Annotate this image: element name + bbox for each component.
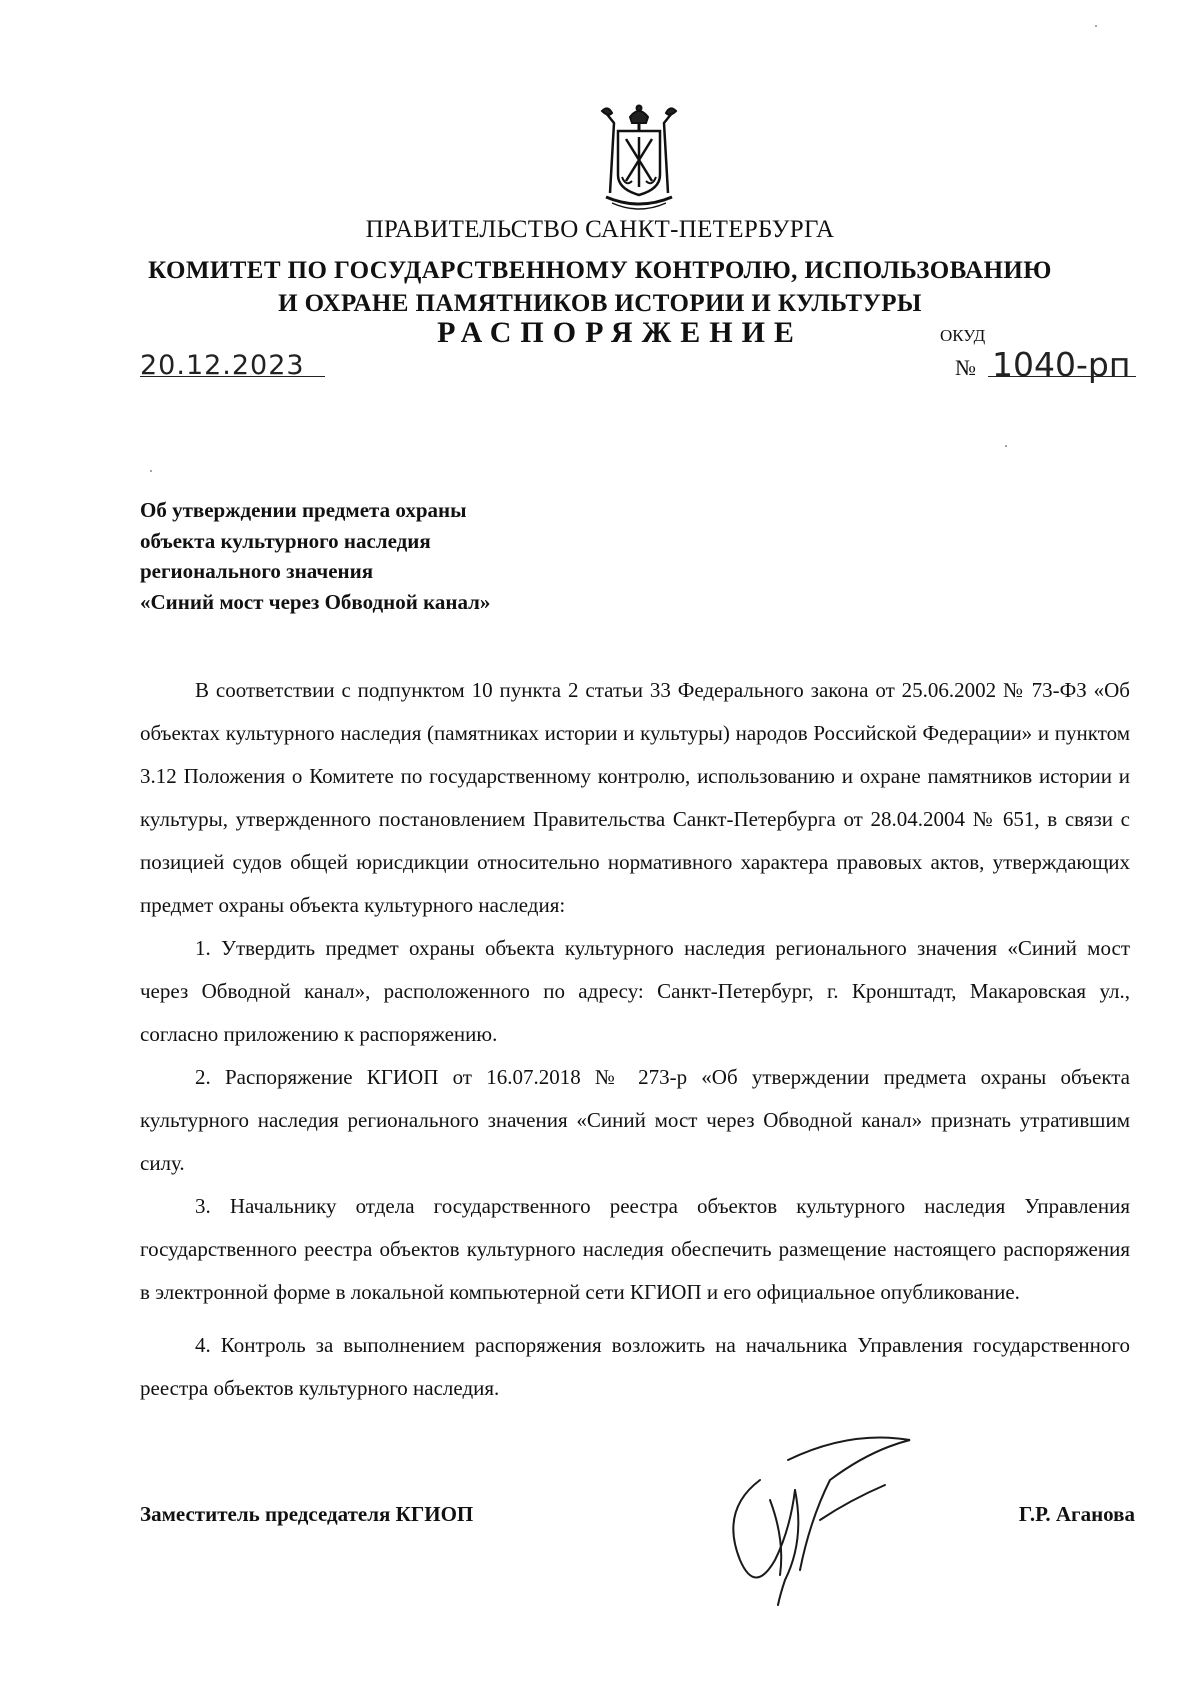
document-body xyxy=(140,669,1130,1410)
item-1-paragraph: 1. Утвердить предмет охраны объекта культурного наследия регионального значения «Синий мост через Обводной канал», расположенного по адресу: Санкт-Петербург, г. Кронштадт, Макаровская ул., согласно приложению к распоряжению. xyxy=(140,936,1130,1046)
signatory-name: Г.Р. Аганова xyxy=(1018,1502,1135,1526)
subject-line-2: объекта культурного наследия xyxy=(140,528,431,553)
subject-line-4: «Синий мост через Обводной канал» xyxy=(140,589,491,614)
handwritten-number: 1040-рп xyxy=(992,345,1131,384)
date-underline xyxy=(140,376,325,377)
scan-speck xyxy=(1005,445,1007,447)
scan-speck xyxy=(150,470,152,472)
government-name: ПРАВИТЕЛЬСТВО САНКТ-ПЕТЕРБУРГА xyxy=(365,216,835,243)
document-type-title: РАСПОРЯЖЕНИЕ xyxy=(437,316,803,349)
handwritten-signature-icon xyxy=(700,1420,930,1610)
document-subject xyxy=(140,495,490,617)
saint-petersburg-coat-of-arms-icon xyxy=(598,103,680,213)
number-underline xyxy=(988,376,1136,377)
committee-name xyxy=(100,254,1100,320)
subject-line-1: Об утверждении предмета охраны xyxy=(140,498,467,522)
preamble-paragraph: В соответствии с подпунктом 10 пункта 2 статьи 33 Федерального закона от 25.06.2002 № 73-ФЗ «Об объектах культурного наследия (памятниках истории и культуры) народов Российской Федерации» и пунктом 3.12 Положения о Комитете по государственному контролю, использованию и охране памятников истории и культуры, утвержденного постановлением Правительства Санкт-Петербурга от 28.04.2004 № 651, в связи с позицией судов общей юрисдикции относительно нормативного характера правовых актов, утверждающих предмет охраны объекта культурного наследия: xyxy=(140,678,1130,917)
handwritten-date: 20.12.2023 xyxy=(140,350,305,381)
signatory-position: Заместитель председателя КГИОП xyxy=(140,1502,474,1526)
committee-line-1: КОМИТЕТ ПО ГОСУДАРСТВЕННОМУ КОНТРОЛЮ, ИСПОЛЬЗОВАНИЮ xyxy=(148,257,1052,284)
committee-line-2: И ОХРАНЕ ПАМЯТНИКОВ ИСТОРИИ И КУЛЬТУРЫ xyxy=(278,290,922,317)
subject-line-3: регионального значения xyxy=(140,559,374,583)
scan-speck xyxy=(1095,25,1097,27)
item-3-paragraph: 3. Начальнику отдела государственного реестра объектов культурного наследия Управления государственного реестра объектов культурного наследия обеспечить размещение настоящего распоряжения в электронной форме в локальной компьютерной сети КГИОП и его официальное опубликование. xyxy=(140,1194,1130,1304)
okud-label: ОКУД xyxy=(940,326,986,345)
item-2-paragraph: 2. Распоряжение КГИОП от 16.07.2018 № 273-р «Об утверждении предмета охраны объекта культурного наследия регионального значения «Синий мост через Обводной канал» признать утратившим силу. xyxy=(140,1065,1130,1175)
item-4-paragraph: 4. Контроль за выполнением распоряжения возложить на начальника Управления государственного реестра объектов культурного наследия. xyxy=(140,1333,1130,1400)
number-sign: № xyxy=(955,355,976,380)
